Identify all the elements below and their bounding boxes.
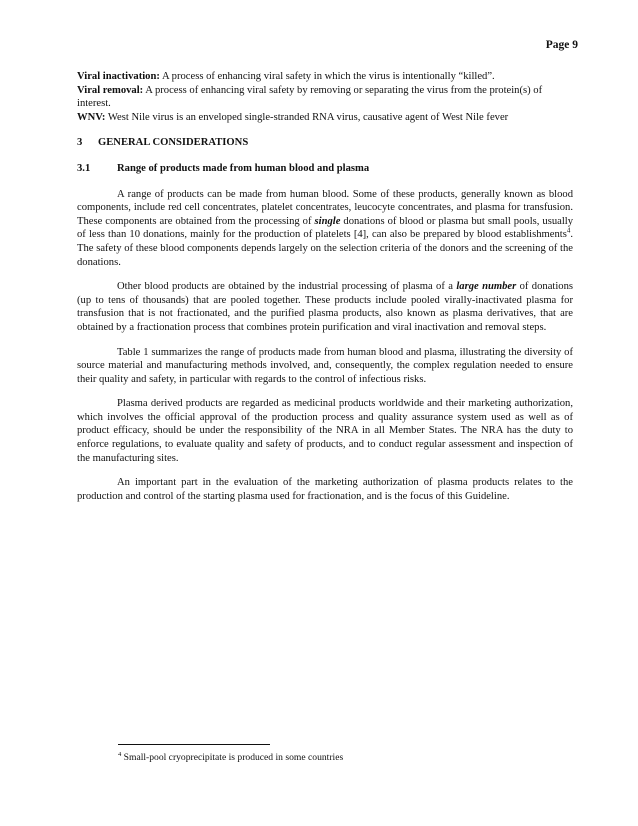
definition-item <box>77 84 573 111</box>
footnote-marker: 4 <box>118 750 122 758</box>
definition-item <box>77 70 573 84</box>
text-run: of donations (up to tens of thousands) that are pooled together. These products include pooled virally-inactivated plasma for transfusion that is not fractionated, and the purified plasma products, also known as plasma derivatives, that are obtained by a fractionation process that combines protein purification and viral inactivation and removal steps. <box>77 281 574 333</box>
footnote-ref: 4 <box>566 226 571 235</box>
text-run: . The safety of these blood components depends largely on the selection criteria of the donors and the screening of the donations. <box>77 229 573 268</box>
definition-term: Viral inactivation: <box>77 71 160 82</box>
definitions-list <box>77 70 573 124</box>
footnote-text: Small-pool cryoprecipitate is produced in some countries <box>121 752 344 763</box>
definition-term: Viral removal: <box>77 84 144 96</box>
section-heading <box>77 136 573 150</box>
definition-text: West Nile virus is an enveloped single-stranded RNA virus, causative agent of West Nile fever <box>105 111 509 123</box>
section-number: 3 <box>77 137 83 149</box>
section-title: GENERAL CONSIDERATIONS <box>98 137 249 149</box>
footnote-divider <box>118 744 270 745</box>
emphasis-single: single <box>314 215 341 227</box>
paragraph-plasma-derivatives <box>77 280 573 334</box>
paragraph-guideline-focus: An important part in the evaluation of the marketing authorization of plasma products relates to the production and control of the starting plasma used for fractionation, and is the focus of this Guideline. <box>77 477 573 502</box>
definition-item <box>77 111 573 125</box>
subsection-title: Range of products made from human blood and plasma <box>117 162 370 174</box>
text-run: donations of blood or plasma but small pools, usually of less than 10 donations, mainly for the production of platelets [4], can also be prepared by blood establishments <box>77 215 573 241</box>
emphasis-large-number: large number <box>456 281 517 293</box>
document-body <box>77 70 573 503</box>
paragraph-table-summary: Table 1 summarizes the range of products made from human blood and plasma, illustrating the diversity of source material and manufacturing methods involved, and, consequently, the complex regulation needed to ensure their quality and safety, in particular with regards to the control of infectious risks. <box>77 346 573 385</box>
definition-text: A process of enhancing viral safety by removing or separating the virus from the protein(s) of interest. <box>77 84 543 110</box>
definition-text: A process of enhancing viral safety in which the virus is intentionally “killed”. <box>159 71 495 82</box>
page-number: Page 9 <box>545 39 578 51</box>
definition-term: WNV: <box>77 111 106 123</box>
footnote <box>118 751 343 765</box>
subsection-number: 3.1 <box>77 162 91 174</box>
text-run: Other blood products are obtained by the industrial processing of plasma of a <box>117 281 457 293</box>
subsection-heading <box>77 162 573 176</box>
paragraph-marketing-authorization: Plasma derived products are regarded as medicinal products worldwide and their marketing authorization, which involves the official approval of the production process and quality assurance system used as well as of product efficacy, should be under the responsibility of the NRA in all Member States. The NRA has the duty to enforce regulations, to evaluate quality and safety of products, and to conduct regular assessment and inspection of the manufacturing sites. <box>77 398 573 464</box>
text-run: A range of products can be made from human blood. Some of these products, generally known as blood components, include red cell concentrates, platelet concentrates, leucocyte concentrates, and plasma for transfusion. These components are obtained from the processing of <box>77 188 573 227</box>
paragraph-blood-components <box>77 188 573 270</box>
